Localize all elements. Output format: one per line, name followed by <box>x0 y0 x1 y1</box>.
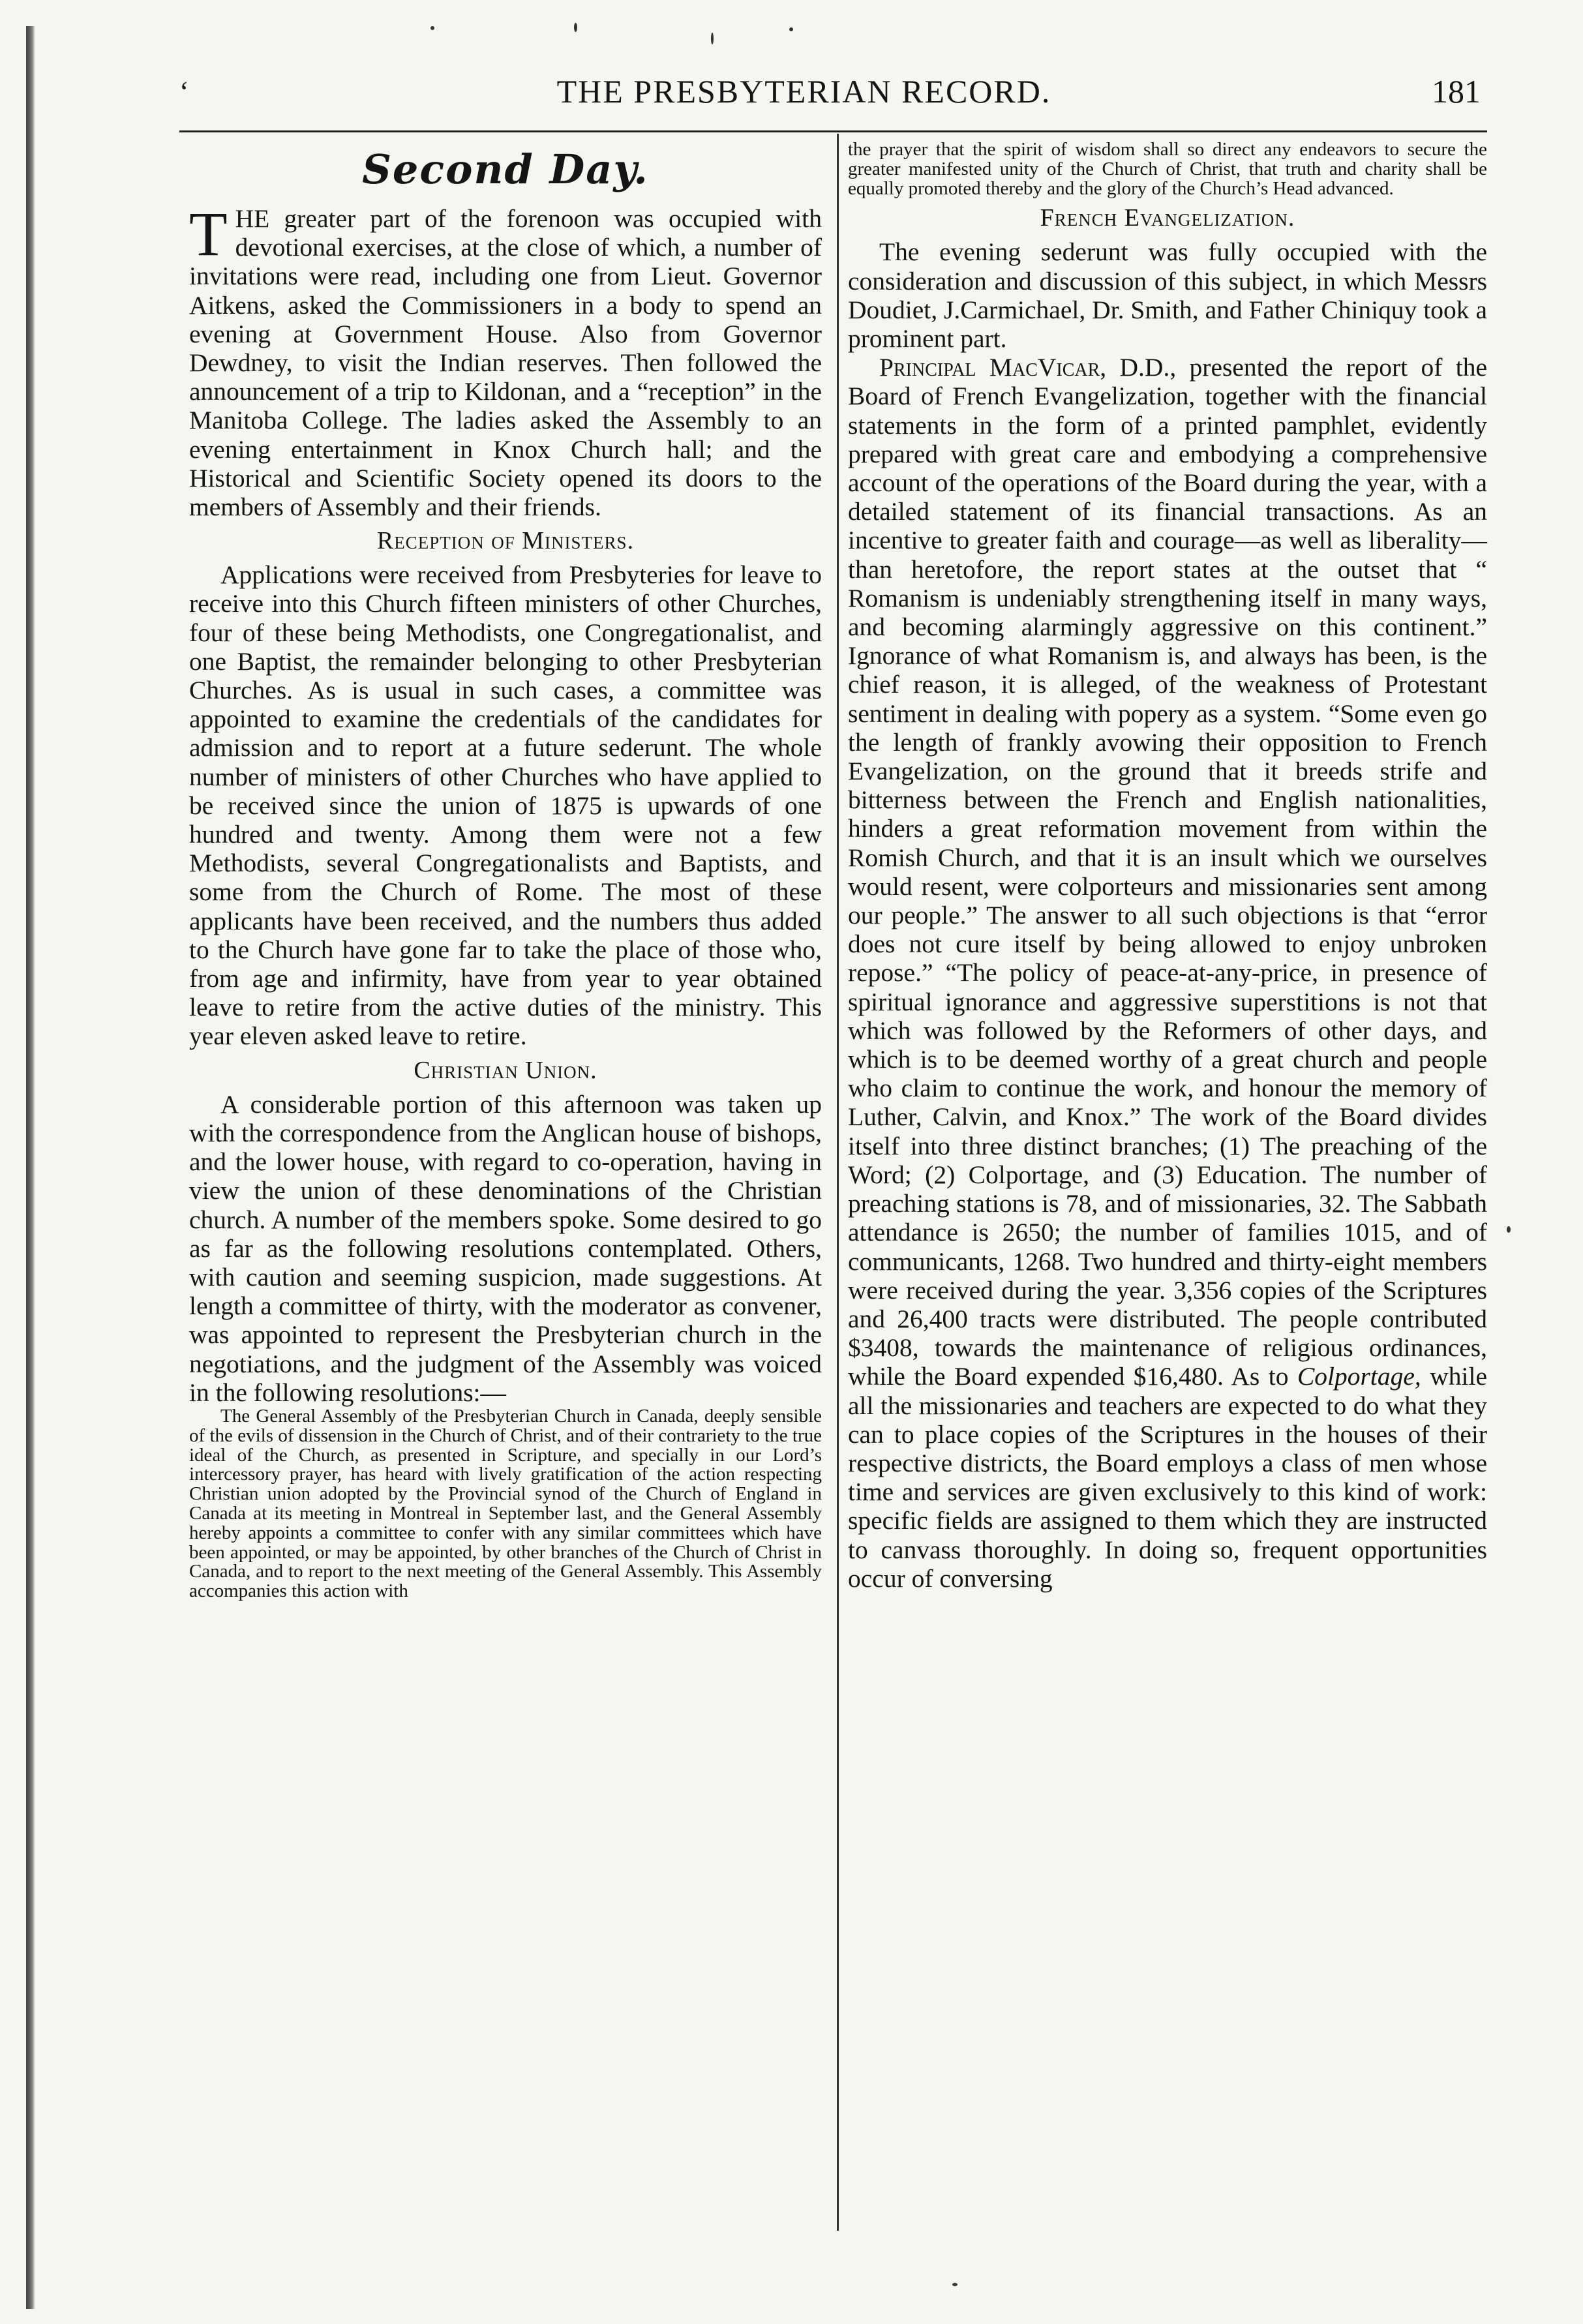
resolution-text: The General Assembly of the Presbyterian Church in Canada, deeply sensible of the evils of dissension in the Church of Christ, and of their contrariety to the true ideal of the Church, as presented in Scripture, and specially in our Lord’s intercessory prayer, has heard with lively gratification of the action respecting Christian union adopted by the Provincial synod of the Church of England in Canada at its meeting in Montreal in September last, and the General Assembly hereby appoints a committee to confer with any similar committees which have been appointed, or may be appointed, by other branches of the Church of Christ in Canada, and to report to the next meeting of the General Assembly. This Assembly accompanies this action with <box>189 1405 822 1602</box>
evening-sederunt-paragraph: The evening sederunt was fully occupied with the consideration and discussion of this subject, in which Messrs Doudiet, J.Carmichael, Dr. Smith, and Father Chiniquy took a prominent part. <box>848 237 1487 353</box>
colportage-term: Colportage, <box>1297 1362 1421 1391</box>
right-column <box>848 140 1487 1593</box>
print-speck <box>1507 1226 1511 1233</box>
intro-text: HE greater part of the forenoon was occupied with devotional exercises, at the close of which, a number of invitations were read, including one from Lieut. Governor Aitkens, asked the Commissioners in a body to spend an evening at Government House. Also from Governor Dewdney, to visit the Indian reserves. Then followed the announcement of a trip to Kildonan, and a “reception” in the Manitoba College. The ladies asked the Assembly to an evening entertainment in Knox Church hall; and the Historical and Scientific Society opened its doors to the members of Assembly and their friends. <box>189 204 822 522</box>
christian-union-paragraph: A considerable portion of this afternoon was taken up with the correspondence from the Anglican house of bishops, and the lower house, with regard to co-operation, having in view the union of these denominations of the Christian church. A number of the members spoke. Some desired to go as far as the following resolutions contemplated. Others, with caution and seeming suspicion, made suggestions. At length a committee of thirty, with the moderator as convener, was appointed to represent the Presbyterian church in the negotiations, and the judgment of the Assembly was voiced in the following resolutions:— <box>189 1089 822 1407</box>
column-divider <box>837 134 839 2231</box>
print-speck <box>430 26 434 30</box>
reception-paragraph: Applications were received from Presbyteries for leave to receive into this Church fifteen ministers of other Churches, four of these being Methodists, one Congregationalist, and one Baptist, the remainder belonging to other Presbyterian Churches. As is usual in such cases, a committee was appointed to examine the credentials of the candidates for admission and to report at a future sederunt. The whole number of ministers of other Churches who have applied to be received since the union of 1875 is upwards of one hundred and twenty. Among them were not a few Methodists, several Congregationalists and Baptists, and some from the Church of Rome. The most of these applicants have been received, and the numbers thus added to the Church have gone far to take the place of those who, from age and infirmity, have from year to year obtained leave to retire from the active duties of the ministry. This year eleven asked leave to retire. <box>189 560 822 1051</box>
drop-cap: T <box>189 199 228 269</box>
print-speck <box>952 2283 957 2286</box>
subheading-christian-union: Christian Union. <box>414 1056 597 1084</box>
board-report-paragraph <box>848 353 1487 1593</box>
board-report-end: while all the missionaries and teachers are expected to do what they can to place copies of the Scriptures in the houses of their respective districts, the Board employs a class of men whose time and services are given exclusively to this kind of work: specific fields are assigned to them which they are instructed to canvass thoroughly. In doing so, frequent opportunities occur of conversing <box>848 1362 1488 1593</box>
print-speck <box>574 23 577 32</box>
subheading-reception-of-ministers: Reception of Ministers. <box>376 527 635 555</box>
speaker-name: Principal MacVicar, D.D., <box>879 353 1177 382</box>
page-number: 181 <box>1432 73 1481 110</box>
header-mark: ‘ <box>179 75 189 108</box>
publication-title: THE PRESBYTERIAN RECORD. <box>556 73 1051 110</box>
resolution-continued: the prayer that the spirit of wisdom shall so direct any endeavors to secure the greater manifested unity of the Church of Christ, that truth and charity shall be equally promoted thereby and the glory of the Church’s Head advanced. <box>848 139 1487 199</box>
running-header <box>179 62 1481 121</box>
board-report-text: presented the report of the Board of French Evangelization, together with the financial statements in the form of a printed pamphlet, evidently prepared with great care and embodying a comprehensive account of the operations of the Board during the year, with a detailed statement of its financial transactions. As an incentive to greater faith and courage—as well as liberality—than heretofore, the report states at the outset that “ Romanism is undeniably strengthening itself in many ways, and becoming alarmingly aggressive on this continent.” Ignorance of what Romanism is, and always has been, is the chief reason, it is alleged, of the weakness of Protestant sentiment in dealing with popery as a system. “Some even go the length of frankly avowing their opposition to French Evangelization, on the ground that it breeds strife and bitterness between the French and English nationalities, hinders a great reformation movement from within the Romish Church, and that it is an insult which we ourselves would resent, were colporteurs and missionaries sent among our people.” The answer to all such objections is that “error does not cure itself by being allowed to enjoy unbroken repose.” “The policy of peace-at-any-price, in presence of spiritual ignorance and aggressive superstitions is not that which was followed by the Reformers of other days, and which is to be deemed worthy of a great church and people who claim to continue the work, and honour the memory of Luther, Calvin, and Knox.” The work of the Board divides itself into three distinct branches; (1) The preaching of the Word; (2) Colportage, and (3) Education. The number of preaching stations is 78, and of missionaries, 32. The Sabbath attendance is 2650; the number of families 1015, and of communicants, 1268. Two hundred and thirty-eight members were received during the year. 3,356 copies of the Scriptures and 26,400 tracts were distributed. The people contributed $3408, towards the maintenance of religious ordinances, while the Board expended $16,480. As to <box>848 353 1487 1391</box>
intro-paragraph <box>189 199 822 522</box>
print-speck <box>789 27 793 31</box>
left-column <box>189 140 822 1601</box>
binding-edge <box>26 26 35 2309</box>
section-heading-second-day: Second Day. <box>362 145 649 193</box>
print-speck <box>711 33 714 44</box>
subheading-french-evangelization: French Evangelization. <box>1040 204 1295 232</box>
header-rule <box>179 130 1487 132</box>
